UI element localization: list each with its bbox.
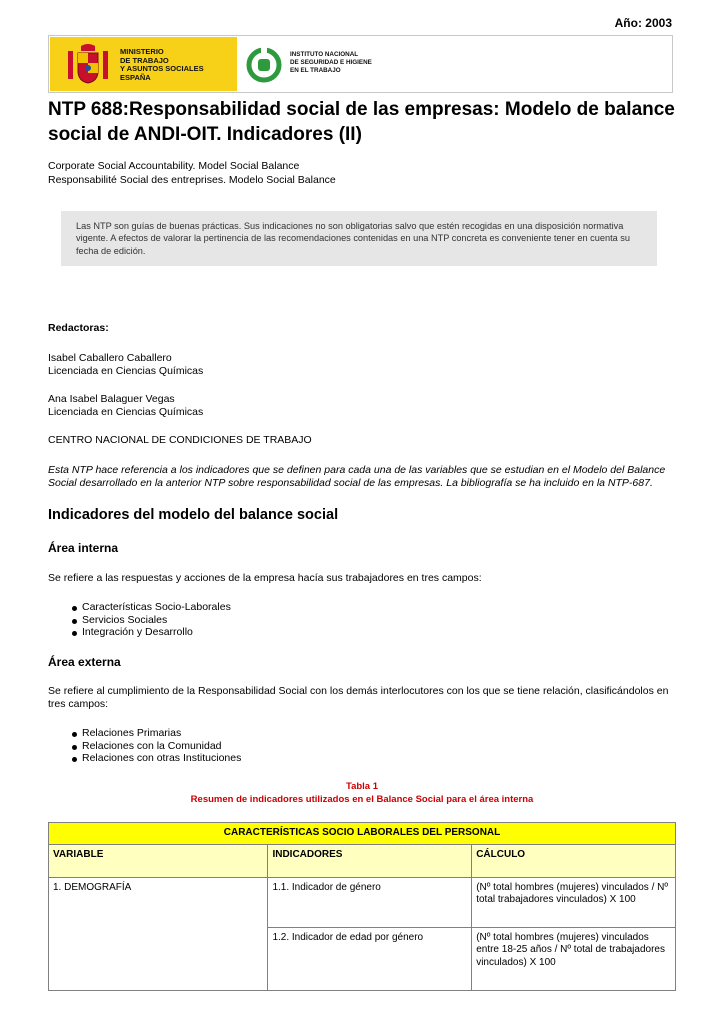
- author-2-title: Licenciada en Ciencias Químicas: [48, 406, 204, 418]
- table-row: [49, 877, 676, 927]
- list-item: Relaciones con otras Instituciones: [48, 752, 241, 765]
- logo-banner: [48, 35, 673, 93]
- table-caption-text: Resumen de indicadores utilizados en el Balance Social para el área interna: [190, 794, 534, 805]
- author-2-name: Ana Isabel Balaguer Vegas: [48, 393, 175, 405]
- disclaimer-note: Las NTP son guías de buenas prácticas. Sus indicaciones no son obligatorias salvo que estén recogidas en una disposición normativa vigente. A efectos de valorar la pertinencia de las recomendaciones contenidas en una NTP concreta es conveniente tener en cuenta su fecha de edición.: [61, 211, 657, 266]
- column-header-calculation: CÁLCULO: [472, 844, 676, 877]
- institute-logo: INSTITUTO NACIONAL DE SEGURIDAD E HIGIENE EN EL TRABAJO: [238, 37, 390, 91]
- ministry-logo: MINISTERIO DE TRABAJO Y ASUNTOS SOCIALES ESPAÑA: [50, 37, 237, 91]
- list-item: Servicios Sociales: [48, 614, 231, 627]
- authors-heading: Redactoras:: [48, 322, 109, 334]
- internal-area-list: [48, 601, 231, 639]
- table-header: CARACTERÍSTICAS SOCIO LABORALES DEL PERSONAL: [49, 823, 676, 845]
- cell-indicator: 1.2. Indicador de edad por género: [268, 927, 472, 990]
- table-caption: [48, 780, 676, 806]
- external-area-heading: Área externa: [48, 655, 121, 669]
- author-1-title: Licenciada en Ciencias Químicas: [48, 365, 204, 377]
- intro-paragraph: Esta NTP hace referencia a los indicadores que se definen para cada una de las variables que se estudian en el Modelo del Balance Social desarrollado en la anterior NTP sobre responsabilidad social de las empresas. La bibliografía se ha incluido en la NTP-687.: [48, 464, 666, 489]
- year-value: 2003: [645, 16, 672, 30]
- cell-calculation: (Nº total hombres (mujeres) vinculados / Nº total trabajadores vinculados) X 100: [472, 877, 676, 927]
- subtitle-en: Corporate Social Accountability. Model Social Balance: [48, 160, 300, 172]
- indicators-table: [48, 822, 676, 991]
- column-header-variable: VARIABLE: [49, 844, 268, 877]
- subtitles: [48, 160, 336, 187]
- centre-name: CENTRO NACIONAL DE CONDICIONES DE TRABAJO: [48, 434, 312, 446]
- column-header-indicators: INDICADORES: [268, 844, 472, 877]
- cell-calculation: (Nº total hombres (mujeres) vinculados entre 18-25 años / Nº total de trabajadores vinculados) X 100: [472, 927, 676, 990]
- table-caption-title: Tabla 1: [345, 781, 379, 792]
- external-area-text: Se refiere al cumplimiento de la Responsabilidad Social con los demás interlocutores con los que se tiene relación, clasificándolos en tres campos:: [48, 685, 669, 710]
- list-item: Características Socio-Laborales: [48, 601, 231, 614]
- section-title: Indicadores del modelo del balance social: [48, 507, 339, 523]
- cell-variable: 1. DEMOGRAFÍA: [49, 877, 268, 990]
- coat-of-arms-icon: [64, 43, 112, 87]
- institute-emblem-icon: [246, 47, 282, 83]
- list-item: Integración y Desarrollo: [48, 626, 231, 639]
- list-item: Relaciones con la Comunidad: [48, 740, 241, 753]
- document-title: NTP 688:Responsabilidad social de las empresas: Modelo de balance social de ANDI-OIT. Indicadores (II): [48, 99, 675, 145]
- author-2: [48, 393, 678, 419]
- internal-area-text: Se refiere a las respuestas y acciones de la empresa hacía sus trabajadores en tres campos:: [48, 572, 482, 584]
- cell-indicator: 1.1. Indicador de género: [268, 877, 472, 927]
- author-1-name: Isabel Caballero Caballero: [48, 352, 172, 364]
- author-1: [48, 352, 678, 378]
- list-item: Relaciones Primarias: [48, 727, 241, 740]
- external-area-list: [48, 727, 241, 765]
- internal-area-heading: Área interna: [48, 541, 119, 555]
- subtitle-fr: Responsabilité Social des entreprises. Modelo Social Balance: [48, 173, 336, 186]
- year-label: Año: 2003: [614, 16, 672, 30]
